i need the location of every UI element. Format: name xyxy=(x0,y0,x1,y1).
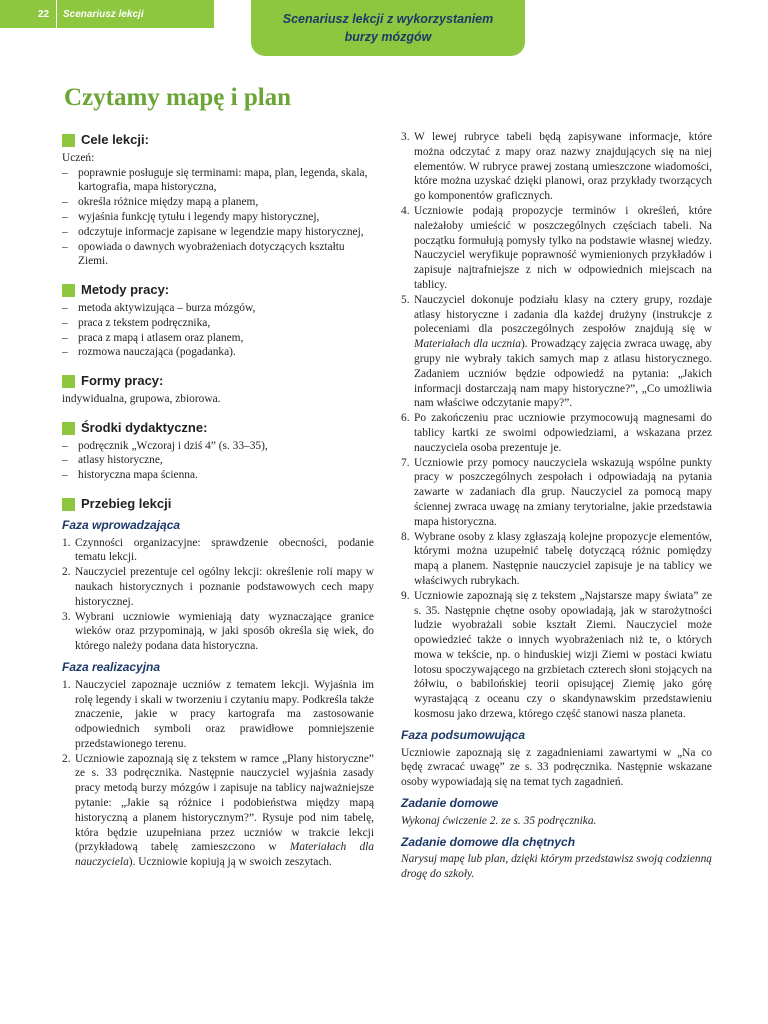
header-banner-line2: burzy mózgów xyxy=(344,30,432,44)
item-number: 8. xyxy=(401,530,410,543)
section-label: Scenariusz lekcji xyxy=(63,8,144,20)
item-text-b: ). Prowadzący zajęcia zwraca uwagę, aby grupy nie wybrały takich samych map z atlasu historycznego. Zadaniem uczniów będzie odpowiedź na pytania: „Jakich informacji dostarczają nam mapy historyczne?”, „Co umożliwia nam właściwe odczytanie mapy?”. xyxy=(414,338,712,410)
item-text: Po zakończeniu prac uczniowie przymocowują magnesami do tablicy kartki ze swoimi odpowiedziami, a wskazana przez nauczyciela osoba prezentuje je. xyxy=(414,412,712,454)
goals-heading-row xyxy=(62,133,374,148)
item-text-italic: Materiałach dla nauczyciela xyxy=(75,841,374,869)
list-item xyxy=(62,752,374,870)
list-item xyxy=(62,610,374,654)
list-item xyxy=(401,293,712,411)
homework-label: Zadanie domowe xyxy=(401,796,499,811)
methods-section xyxy=(62,283,374,360)
list-item xyxy=(401,589,712,722)
list-item xyxy=(62,565,374,609)
green-square-icon xyxy=(62,134,75,147)
page-title: Czytamy mapę i plan xyxy=(64,84,292,111)
item-number: 1. xyxy=(62,678,71,691)
homework-extra-text: Narysuj mapę lub plan, dzięki którym przedstawisz swoją codzienną drogę do szkoły. xyxy=(401,853,712,881)
course-section xyxy=(62,497,374,870)
header-banner-line1: Scenariusz lekcji z wykorzystaniem xyxy=(282,12,494,26)
goals-section xyxy=(62,133,374,269)
item-number: 2. xyxy=(62,566,71,579)
item-text-b: ). Uczniowie kopiują ją w swoich zeszytach. xyxy=(128,856,332,869)
list-item: – metoda aktywizująca – burza mózgów, xyxy=(62,301,374,316)
course-heading-row xyxy=(62,497,374,512)
methods-heading-row xyxy=(62,283,374,298)
goals-heading: Cele lekcji: xyxy=(81,132,149,147)
item-text-italic: Materiałach dla ucznia xyxy=(414,338,521,351)
intro-phase-list xyxy=(62,536,374,654)
intro-phase-label: Faza wprowadzająca xyxy=(62,517,181,532)
forms-text: indywidualna, grupowa, zbiorowa. xyxy=(62,392,221,405)
item-number: 3. xyxy=(401,131,410,143)
forms-heading: Formy pracy: xyxy=(81,373,164,389)
item-text: Wybrani uczniowie wymieniają daty wyznaczające granice wieków oraz przypominają, w jaki sposób określa się wiek, do którego należy podana data historyczna. xyxy=(75,610,374,653)
header-banner xyxy=(251,0,525,56)
green-square-icon xyxy=(62,498,75,511)
item-number: 1. xyxy=(62,536,71,549)
aids-list xyxy=(62,439,374,483)
item-text: W lewej rubryce tabeli będą zapisywane informacje, które można odczytać z mapy oraz nazwy znajdujących się na niej elementów. W rubryce prawej zostaną umieszczone wiadomości, które można uzyskać dzięki planowi, oraz przykłady tworzących go komponentów graficznych. xyxy=(414,131,712,203)
list-item: – określa różnice między mapą a planem, xyxy=(62,195,374,210)
item-text: Nauczyciel zapoznaje uczniów z tematem lekcji. Wyjaśnia im rolę legendy i skali w tworzeniu i czytaniu mapy. Podkreśla także znaczenie, jakie w pracy kartografa ma zastosowanie odpowiednich symboli oraz prawidłowe pomniejszenie przedstawionego terenu. xyxy=(75,678,374,750)
green-square-icon xyxy=(62,375,75,388)
item-number: 3. xyxy=(62,610,71,623)
top-bar xyxy=(0,0,214,28)
course-heading: Przebieg lekcji xyxy=(81,495,172,511)
list-item: – praca z tekstem podręcznika, xyxy=(62,316,374,331)
list-item xyxy=(401,204,712,293)
main-phase-list-right xyxy=(401,130,712,722)
green-square-icon xyxy=(62,284,75,297)
list-item xyxy=(401,456,712,530)
list-item xyxy=(62,678,374,752)
list-item: – odczytuje informacje zapisane w legendzie mapy historycznej, xyxy=(62,225,374,240)
item-text: Nauczyciel prezentuje cel ogólny lekcji: określenie roli mapy w naukach historycznych i poznanie podstawowych cech mapy historycznej. xyxy=(75,566,374,608)
list-item xyxy=(401,130,712,204)
item-text: Uczniowie zapoznają się z tekstem „Najstarsze mapy świata” ze s. 35. Następnie chętne osoby opowiadają, jak w starożytności ludzie wyobrażali sobie kształt Ziemi. Nauczyciel może opowiedzieć także o innych wyobrażeniach niż te, o których mowa w tekście, np. o hinduskiej wizji Ziemi w postaci kwiatu lotosu spoczywającego na grzbietach czterech słoni stojących na żółwiu, o babilońskiej teorii opisującej Ziemię jako górę wyrastającą z oceanu czy o skandynawskim przedstawieniu kosmosu jako drzewa, którego część stanowi nasza planeta. xyxy=(414,589,712,721)
list-item: – wyjaśnia funkcję tytułu i legendy mapy historycznej, xyxy=(62,210,374,225)
list-item: – rozmowa nauczająca (pogadanka). xyxy=(62,345,374,360)
list-item: – atlasy historyczne, xyxy=(62,453,374,468)
main-phase-label: Faza realizacyjna xyxy=(62,659,161,674)
item-text: Czynności organizacyjne: sprawdzenie obecności, podanie tematu lekcji. xyxy=(75,536,374,564)
item-text: Uczniowie przy pomocy nauczyciela wskazują wspólne punkty pracy w poszczególnych zespołach i odpowiadają na pytania zawarte w zadaniach dla grup. Nauczyciel za pomocą mapy ściennej zwraca uwagę na zmiany terytorialne, jakie przedstawia mapa historyczna. xyxy=(414,456,712,528)
item-text: Wybrane osoby z klasy zgłaszają kolejne propozycje elementów, którymi można uzupełnić tabelę dotyczącą różnic pomiędzy mapą a planem. Następnie nauczyciel zapisuje je na tablicy we właściwych rubrykach. xyxy=(414,530,712,587)
list-item: – opowiada o dawnych wyobrażeniach dotyczących kształtu Ziemi. xyxy=(62,240,374,270)
forms-heading-row xyxy=(62,374,374,389)
summary-phase-label: Faza podsumowująca xyxy=(401,727,526,742)
methods-list xyxy=(62,301,374,360)
page-number: 22 xyxy=(38,8,50,20)
left-column xyxy=(62,133,374,870)
homework-extra-label: Zadanie domowe dla chętnych xyxy=(401,834,576,849)
aids-heading-row xyxy=(62,421,374,436)
item-text-a: Nauczyciel dokonuje podziału klasy na cztery grupy, rozdaje atlasy historyczne i zadania dla każdej drużyny (instrukcje z poleceniami dla poszczególnych zespołów znajdują się w xyxy=(414,293,712,336)
main-phase-list-left xyxy=(62,678,374,870)
green-square-icon xyxy=(62,422,75,435)
item-number: 9. xyxy=(401,589,410,602)
list-item: – poprawnie posługuje się terminami: mapa, plan, legenda, skala, kartografia, mapa historyczna, xyxy=(62,166,374,196)
list-item: – historyczna mapa ścienna. xyxy=(62,468,374,483)
summary-phase-text: Uczniowie zapoznają się z zagadnieniami zawartymi w „Na co będę zwracać uwagę” ze s. 33 podręcznika. Następnie wskazane osoby wypowiadają się na temat tych zagadnień. xyxy=(401,746,712,789)
item-number: 4. xyxy=(401,204,410,217)
item-number: 2. xyxy=(62,752,71,765)
item-text: Uczniowie podają propozycje terminów i określeń, które należałoby umieścić w poszczególnych częściach tabeli. Na początku formułują pomysły tylko na podstawie własnej wiedzy. Nauczyciel weryfikuje poprawność wymienionych przykładów i zapisuje najtrafniejsze z nich w odpowiednich miejscach na tablicy. xyxy=(414,204,712,291)
list-item: – praca z mapą i atlasem oraz planem, xyxy=(62,331,374,346)
item-text-a: Uczniowie zapoznają się z tekstem w ramce „Plany historyczne” ze s. 33 podręcznika. Następnie nauczyciel wyjaśnia zasady pracy metodą burzy mózgów i zapisuje na tablicy najważniejsze pytanie: „Jakie są różnice i podobieństwa między mapą historyczną a planem historycznym?”. Rysuje pod nim tabelę, która będzie uzupełniana przez uczniów w trakcie lekcji (przykładową tabelę zamieszczono w xyxy=(75,752,374,854)
item-number: 5. xyxy=(401,293,410,306)
aids-heading: Środki dydaktyczne: xyxy=(81,419,208,435)
aids-section xyxy=(62,421,374,483)
goals-intro: Uczeń: xyxy=(62,151,95,164)
item-number: 6. xyxy=(401,412,410,425)
goals-list xyxy=(62,166,374,270)
list-item xyxy=(401,411,712,455)
homework-text: Wykonaj ćwiczenie 2. ze s. 35 podręcznika. xyxy=(401,814,597,827)
list-item xyxy=(62,536,374,566)
right-column xyxy=(401,130,712,882)
forms-section xyxy=(62,374,374,407)
methods-heading: Metody pracy: xyxy=(81,282,170,298)
list-item xyxy=(401,530,712,589)
item-number: 7. xyxy=(401,456,410,469)
list-item: – podręcznik „Wczoraj i dziś 4” (s. 33–35), xyxy=(62,439,374,454)
